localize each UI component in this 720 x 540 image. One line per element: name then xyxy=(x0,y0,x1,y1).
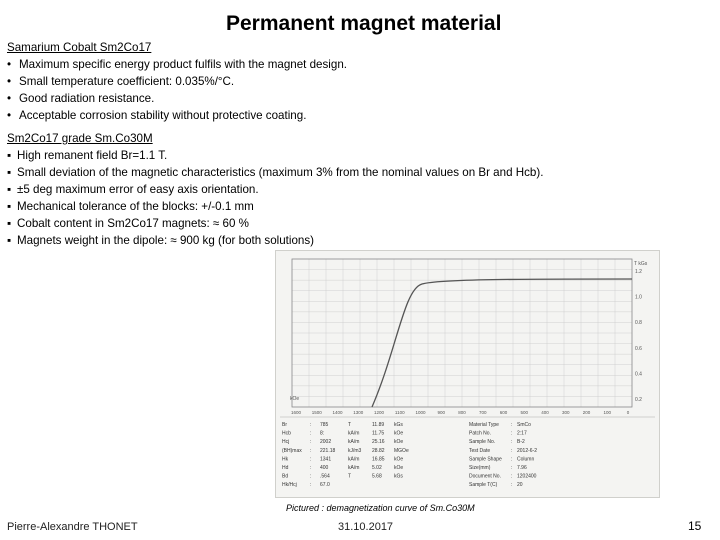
table-cell: Sample Shape xyxy=(469,456,502,463)
section-samarium-cobalt xyxy=(7,39,347,124)
x-tick-label: 700 xyxy=(478,410,487,415)
x-tick-label: 1200 xyxy=(373,410,385,415)
table-cell: kA/m xyxy=(348,430,360,437)
table-cell: 2:17 xyxy=(517,430,527,437)
table-cell: : xyxy=(511,482,513,489)
y-axis-label: T kGs xyxy=(634,261,648,267)
table-cell: (BH)max xyxy=(282,447,302,454)
table-cell: Hk/Hcj xyxy=(282,482,297,489)
list-item: ▪ Mechanical tolerance of the blocks: +/-0.1 mm xyxy=(7,198,543,215)
table-cell: : xyxy=(511,456,513,463)
slide-title: Permanent magnet material xyxy=(226,12,502,35)
table-cell: 2002 xyxy=(320,439,332,446)
list-item: ▪ High remanent field Br=1.1 T. xyxy=(7,147,543,164)
table-cell: .564 xyxy=(320,473,330,480)
list-item: ▪ Small deviation of the magnetic characteristics (maximum 3% from the nominal values on Br and Hcb). xyxy=(7,164,543,181)
table-cell: Size(mm) xyxy=(469,465,491,471)
footer-date: 31.10.2017 xyxy=(338,521,394,533)
table-cell: Sample T(C) xyxy=(469,482,498,489)
section-grade xyxy=(7,130,543,249)
x-tick-label: 600 xyxy=(499,410,508,415)
x-tick-label: 1100 xyxy=(394,410,405,415)
list-item: • Small temperature coefficient: 0.035%/°C. xyxy=(7,73,347,90)
table-cell: : xyxy=(310,439,312,446)
table-cell: Document No. xyxy=(469,473,501,480)
table-cell: Column xyxy=(517,456,535,463)
table-cell: 28.82 xyxy=(372,447,385,454)
table-cell: 2012-6-2 xyxy=(517,447,538,454)
table-cell: T xyxy=(348,473,352,480)
sample-info-table xyxy=(469,422,537,488)
table-cell: kOe xyxy=(394,465,404,471)
table-cell: MGOe xyxy=(394,447,409,454)
x-tick-label: 300 xyxy=(561,410,570,415)
x-tick-label: 1600 xyxy=(290,410,302,415)
table-cell: : xyxy=(310,465,312,471)
table-cell: Hcj xyxy=(282,439,290,446)
table-cell: : xyxy=(511,465,513,471)
x-tick-label: 200 xyxy=(582,410,591,415)
table-cell: : xyxy=(511,473,513,480)
x-tick-label: 500 xyxy=(520,410,529,415)
x-tick-label: 1300 xyxy=(353,410,364,415)
table-cell: 25.16 xyxy=(372,439,385,446)
table-cell: : xyxy=(511,422,513,428)
y-tick-label: 0.8 xyxy=(635,320,642,327)
table-cell: 67.0 xyxy=(320,482,330,489)
list-item: ▪ ±5 deg maximum error of easy axis orientation. xyxy=(7,181,543,198)
table-cell: kA/m xyxy=(348,465,360,471)
table-cell: kJ/m3 xyxy=(348,447,362,454)
table-cell: Patch No. xyxy=(469,430,491,437)
table-cell: Material Type xyxy=(469,422,499,428)
list-item: • Acceptable corrosion stability without protective coating. xyxy=(7,107,347,124)
table-cell: kOe xyxy=(394,430,404,437)
table-cell: T xyxy=(348,422,352,428)
table-cell: 785 xyxy=(320,422,329,428)
table-cell: B-2 xyxy=(517,439,525,446)
y-tick-label: 1.2 xyxy=(635,269,642,275)
table-cell: Test Date xyxy=(469,447,491,454)
table-cell: kGs xyxy=(394,422,403,428)
table-cell: : xyxy=(511,439,513,446)
table-cell: Hcb xyxy=(282,430,291,437)
table-cell: : xyxy=(310,482,312,489)
x-tick-label: 800 xyxy=(458,410,466,415)
demagnetization-curve-image xyxy=(275,250,660,498)
page-number: 15 xyxy=(688,519,702,533)
x-tick-label: 1000 xyxy=(415,410,426,415)
table-cell: kGs xyxy=(394,473,403,480)
x-tick-label: 1500 xyxy=(311,410,322,415)
y-tick-label: 0.6 xyxy=(635,345,642,352)
table-cell: 1341 xyxy=(320,456,332,463)
list-item: • Good radiation resistance. xyxy=(7,90,347,107)
table-cell: SmCo xyxy=(517,422,531,428)
footer-author: Pierre-Alexandre THONET xyxy=(7,521,138,533)
table-cell: kA/m xyxy=(348,439,360,446)
figure-caption: Pictured : demagnetization curve of Sm.Co30M xyxy=(286,503,475,513)
measurement-table xyxy=(282,422,409,488)
table-cell: Br xyxy=(282,422,287,428)
table-cell: kA/m xyxy=(348,456,360,463)
x-tick-label: 400 xyxy=(541,410,549,415)
list-item: • Maximum specific energy product fulfils with the magnet design. xyxy=(7,56,347,73)
table-cell: : xyxy=(310,430,312,437)
table-cell: 5.02 xyxy=(372,465,382,471)
x-tick-label: 100 xyxy=(603,410,612,415)
table-cell: : xyxy=(310,456,312,463)
table-cell: Hd xyxy=(282,465,289,471)
table-cell: : xyxy=(310,447,312,454)
table-cell: : xyxy=(310,473,312,480)
table-cell: 221.18 xyxy=(320,447,336,454)
table-cell: Hk xyxy=(282,456,289,463)
bullet-list xyxy=(7,56,347,124)
table-cell: : xyxy=(310,422,312,428)
table-cell: 5.68 xyxy=(372,473,382,480)
table-cell: 8: xyxy=(320,430,325,437)
table-cell: 400 xyxy=(320,465,329,471)
table-cell: 16.85 xyxy=(372,456,385,463)
table-cell: Bd xyxy=(282,473,289,480)
list-item: ▪ Magnets weight in the dipole: ≈ 900 kg (for both solutions) xyxy=(7,232,543,249)
y-tick-labels xyxy=(635,269,642,403)
section-heading: Samarium Cobalt Sm2Co17 xyxy=(7,41,152,54)
table-cell: kOe xyxy=(394,439,404,446)
table-cell: : xyxy=(511,447,513,454)
x-tick-label: 1400 xyxy=(332,410,343,415)
x-tick-label: 0 xyxy=(626,410,630,415)
y-tick-label: 0.2 xyxy=(635,397,642,403)
x-axis-unit: kOe xyxy=(290,396,300,402)
x-tick-labels xyxy=(291,410,630,415)
x-tick-label: 900 xyxy=(437,410,446,415)
list-item: ▪ Cobalt content in Sm2Co17 magnets: ≈ 60 % xyxy=(7,215,543,232)
section-heading: Sm2Co17 grade Sm.Co30M xyxy=(7,132,153,145)
bullet-list xyxy=(7,147,543,249)
y-tick-label: 0.4 xyxy=(635,371,642,378)
table-cell: 20 xyxy=(517,482,523,489)
demagnetization-curve-figure xyxy=(276,251,659,497)
table-cell: kOe xyxy=(394,456,404,463)
y-tick-label: 1.0 xyxy=(635,294,642,301)
table-cell: 11.89 xyxy=(372,422,385,428)
table-cell: Sample No. xyxy=(469,439,496,446)
table-cell: 1202400 xyxy=(517,473,537,480)
table-cell: 7.96 xyxy=(517,465,527,471)
table-cell: 11.75 xyxy=(372,430,385,437)
plot-grid xyxy=(292,259,632,407)
table-cell: : xyxy=(511,430,513,437)
